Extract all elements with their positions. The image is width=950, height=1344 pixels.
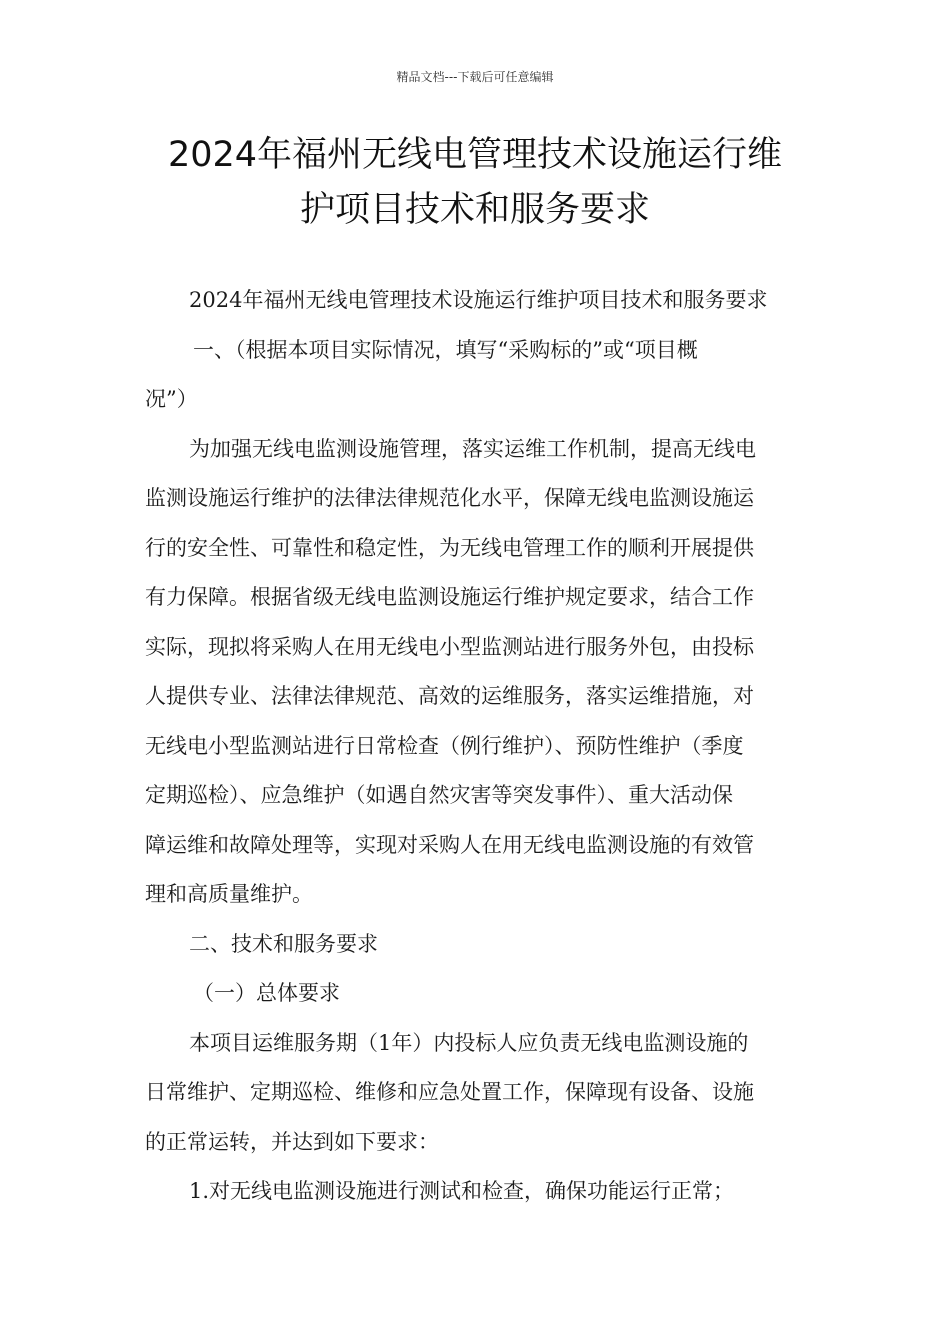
title-line-1: 2024年福州无线电管理技术设施运行维 [167, 135, 783, 175]
section-heading: 二、技术和服务要求 [189, 931, 378, 956]
body-line: 行的安全性、可靠性和稳定性，为无线电管理工作的顺利开展提供 [145, 535, 754, 560]
title-line-2: 护项目技术和服务要求 [299, 190, 650, 230]
body-line: 无线电小型监测站进行日常检查（例行维护）、预防性维护（季度 [145, 733, 744, 758]
body-line: 日常维护、定期巡检、维修和应急处置工作，保障现有设备、设施 [145, 1080, 754, 1104]
body-line: 本项目运维服务期（1年）内投标人应负责无线电监测设施的 [189, 1030, 749, 1055]
subsection-heading: （一）总体要求 [193, 981, 340, 1005]
body-line: 一、（根据本项目实际情况，填写“采购标的”或“项目概 [193, 337, 698, 362]
body-line: 障运维和故障处理等，实现对采购人在用无线电监测设施的有效管 [145, 832, 754, 857]
document-title [140, 128, 810, 238]
body-line: 况”） [145, 387, 198, 411]
body-line: 理和高质量维护。 [145, 882, 313, 906]
header-note: 精品文档---下载后可任意编辑 [396, 70, 554, 84]
body-line: 监测设施运行维护的法律法律规范化水平，保障无线电监测设施运 [145, 486, 754, 510]
body-line: 定期巡检）、应急维护（如遇自然灾害等突发事件）、重大活动保 [145, 783, 733, 807]
body-line: 人提供专业、法律法律规范、高效的运维服务，落实运维措施，对 [145, 684, 754, 708]
body-line: 为加强无线电监测设施管理，落实运维工作机制，提高无线电 [189, 436, 756, 461]
document-body [145, 276, 810, 1217]
body-line: 实际，现拟将采购人在用无线电小型监测站进行服务外包，由投标 [145, 634, 754, 659]
body-line: 2024年福州无线电管理技术设施运行维护项目技术和服务要求 [189, 288, 768, 312]
list-item: 1.对无线电监测设施进行测试和检查，确保功能运行正常； [189, 1179, 735, 1203]
body-line: 的正常运转，并达到如下要求： [145, 1129, 439, 1154]
body-line: 有力保障。根据省级无线电监测设施运行维护规定要求，结合工作 [145, 585, 754, 609]
